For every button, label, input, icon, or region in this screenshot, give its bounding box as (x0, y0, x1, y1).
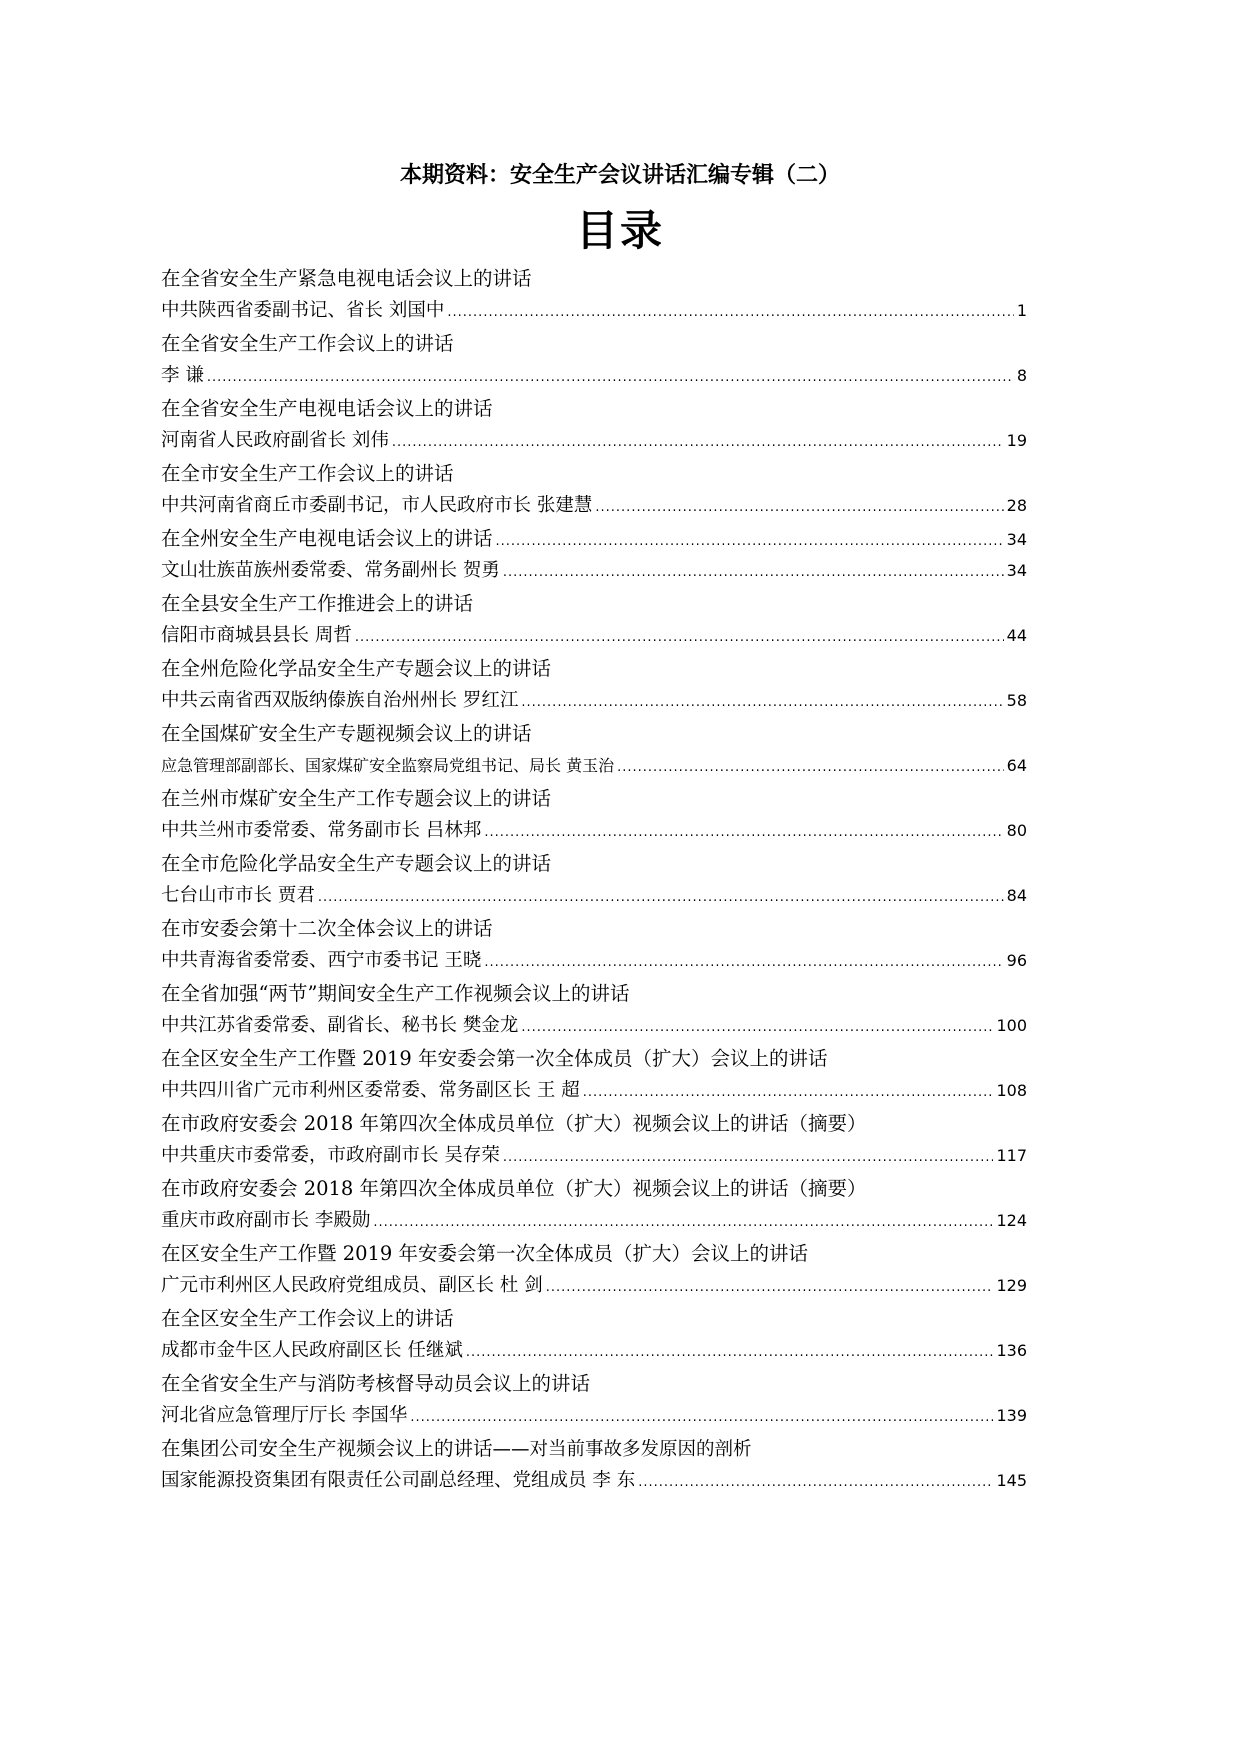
dot-leader (466, 1337, 994, 1367)
toc-entry-speaker-line (161, 360, 1027, 392)
toc-entry[interactable] (161, 1042, 1027, 1107)
toc-entry-page-number: 84 (1006, 886, 1027, 905)
toc-entry-title-line (161, 782, 1027, 815)
toc-entry-title-line (161, 1237, 1027, 1270)
dot-leader (318, 882, 1004, 912)
toc-entry-page-number: 100 (996, 1016, 1027, 1035)
toc-entry-speaker-line (161, 945, 1027, 977)
toc-entry-title: 在全省加强“两节”期间安全生产工作视频会议上的讲话 (161, 982, 630, 1005)
toc-entry[interactable] (161, 327, 1027, 392)
toc-entry-title: 在市政府安委会 2018 年第四次全体成员单位（扩大）视频会议上的讲话（摘要） (161, 1177, 867, 1200)
toc-entry-speaker-line (161, 1010, 1027, 1042)
toc-entry[interactable] (161, 1432, 1027, 1497)
dot-leader (392, 427, 1004, 457)
toc-entry-page-number: 139 (996, 1406, 1027, 1425)
dot-leader (410, 1402, 993, 1432)
toc-entry-page-number: 117 (996, 1146, 1027, 1165)
toc-entry-title-line (161, 717, 1027, 750)
toc-entry-speaker: 李 谦 (161, 365, 204, 386)
toc-entry-speaker: 中共陕西省委副书记、省长 刘国中 (161, 300, 445, 321)
toc-entry-title: 在兰州市煤矿安全生产工作专题会议上的讲话 (161, 787, 552, 810)
dot-leader (546, 1272, 994, 1302)
toc-entry-title: 在全区安全生产工作暨 2019 年安委会第一次全体成员（扩大）会议上的讲话 (161, 1047, 828, 1070)
toc-entry-speaker: 中共河南省商丘市委副书记，市人民政府市长 张建慧 (161, 495, 593, 516)
table-of-contents (161, 262, 1027, 1497)
toc-entry-title-line (161, 1107, 1027, 1140)
document-subtitle: 本期资料：安全生产会议讲话汇编专辑（二） (399, 163, 840, 188)
toc-entry-title: 在全省安全生产与消防考核督导动员会议上的讲话 (161, 1372, 591, 1395)
toc-entry-title-line (161, 392, 1027, 425)
toc-entry-title-line (161, 522, 1027, 555)
toc-entry-speaker-line (161, 295, 1027, 327)
toc-entry-title: 在全市安全生产工作会议上的讲话 (161, 462, 454, 485)
toc-entry-speaker: 河南省人民政府副省长 刘伟 (161, 430, 389, 451)
toc-entry-page-number: 34 (1006, 561, 1027, 580)
toc-entry-speaker: 中共四川省广元市利州区委常委、常务副区长 王 超 (161, 1080, 580, 1101)
toc-entry-title-tail: ——对当前事故多发原因的剖析 (492, 1439, 752, 1460)
toc-heading: 目录 (575, 206, 664, 255)
toc-entry-speaker-line (161, 880, 1027, 912)
toc-entry-title-line (161, 912, 1027, 945)
toc-entry-title: 在全国煤矿安全生产专题视频会议上的讲话 (161, 722, 532, 745)
toc-entry-speaker-line (161, 555, 1027, 587)
toc-entry-title-line (161, 1042, 1027, 1075)
toc-entry-speaker: 应急管理部副部长、国家煤矿安全监察局党组书记、局长 黄玉治 (161, 756, 615, 775)
dot-leader (503, 1142, 994, 1172)
toc-entry-page-number: 80 (1006, 821, 1027, 840)
toc-entry[interactable] (161, 1367, 1027, 1432)
toc-entry[interactable] (161, 1237, 1027, 1302)
toc-entry-speaker-line (161, 1270, 1027, 1302)
toc-entry-speaker-line (161, 1465, 1027, 1497)
toc-entry-title-line (161, 652, 1027, 685)
toc-entry-speaker-line (161, 1400, 1027, 1432)
toc-entry-title: 在全州安全生产电视电话会议上的讲话 (161, 527, 493, 550)
toc-entry-speaker: 七台山市市长 贾君 (161, 885, 315, 906)
toc-entry-page-number: 28 (1006, 496, 1027, 515)
toc-entry-title-line (161, 1302, 1027, 1335)
toc-entry[interactable] (161, 847, 1027, 912)
toc-entry[interactable] (161, 522, 1027, 587)
toc-entry[interactable] (161, 782, 1027, 847)
toc-entry[interactable] (161, 392, 1027, 457)
toc-entry-speaker-line (161, 490, 1027, 522)
toc-entry-speaker: 中共青海省委常委、西宁市委书记 王晓 (161, 950, 482, 971)
toc-entry-speaker: 广元市利州区人民政府党组成员、副区长 杜 剑 (161, 1275, 543, 1296)
toc-entry-page-number: 96 (1006, 951, 1027, 970)
dot-leader (617, 752, 1004, 782)
toc-entry-title-line (161, 977, 1027, 1010)
toc-entry-title-line (161, 847, 1027, 880)
toc-entry-speaker-line (161, 425, 1027, 457)
toc-entry[interactable] (161, 912, 1027, 977)
toc-entry-page-number: 145 (996, 1471, 1027, 1490)
dot-leader (447, 297, 1013, 327)
toc-entry-title-line (161, 1432, 1027, 1465)
dot-leader (355, 622, 1004, 652)
toc-entry-speaker: 河北省应急管理厅厅长 李国华 (161, 1405, 408, 1426)
toc-entry-page-number: 108 (996, 1081, 1027, 1100)
dot-leader (484, 947, 1003, 977)
dot-leader (521, 687, 1003, 717)
toc-entry-title-line (161, 327, 1027, 360)
toc-entry-speaker: 文山壮族苗族州委常委、常务副州长 贺勇 (161, 560, 500, 581)
toc-entry-speaker: 中共云南省西双版纳傣族自治州州长 罗红江 (161, 690, 519, 711)
toc-entry-title: 在全市危险化学品安全生产专题会议上的讲话 (161, 852, 552, 875)
toc-entry-page-number: 58 (1006, 691, 1027, 710)
toc-entry[interactable] (161, 717, 1027, 782)
toc-entry-title: 在区安全生产工作暨 2019 年安委会第一次全体成员（扩大）会议上的讲话 (161, 1242, 809, 1265)
toc-entry-page-number: 8 (1016, 366, 1027, 385)
toc-entry-speaker: 中共兰州市委常委、常务副市长 吕林邦 (161, 820, 482, 841)
toc-entry-page-number: 64 (1006, 756, 1027, 775)
toc-entry-title: 在全省安全生产工作会议上的讲话 (161, 332, 454, 355)
toc-entry-page-number: 1 (1016, 301, 1027, 320)
toc-entry-speaker: 信阳市商城县县长 周哲 (161, 625, 352, 646)
toc-entry-speaker: 中共重庆市委常委，市政府副市长 吴存荣 (161, 1145, 500, 1166)
dot-leader (595, 492, 1003, 522)
toc-entry[interactable] (161, 977, 1027, 1042)
dot-leader (484, 817, 1003, 847)
toc-entry-title: 在市政府安委会 2018 年第四次全体成员单位（扩大）视频会议上的讲话（摘要） (161, 1112, 867, 1135)
toc-entry-title-line (161, 457, 1027, 490)
toc-entry-speaker-line (161, 1205, 1027, 1237)
toc-entry[interactable] (161, 457, 1027, 522)
toc-entry-title: 在全省安全生产电视电话会议上的讲话 (161, 397, 493, 420)
toc-entry-speaker: 成都市金牛区人民政府副区长 任继斌 (161, 1340, 463, 1361)
dot-leader (521, 1012, 993, 1042)
dot-leader (496, 525, 1004, 555)
toc-entry-speaker-line (161, 1140, 1027, 1172)
toc-entry-speaker-line (161, 620, 1027, 652)
toc-entry-title: 在全县安全生产工作推进会上的讲话 (161, 592, 474, 615)
toc-entry-title: 在市安委会第十二次全体会议上的讲话 (161, 917, 493, 940)
toc-entry-speaker-line (161, 1335, 1027, 1367)
toc-entry-page-number: 124 (996, 1211, 1027, 1230)
toc-entry[interactable] (161, 652, 1027, 717)
toc-entry-title: 在全州危险化学品安全生产专题会议上的讲话 (161, 657, 552, 680)
dot-leader (638, 1467, 993, 1497)
toc-entry-speaker-line (161, 815, 1027, 847)
toc-entry-title-line (161, 1172, 1027, 1205)
toc-entry[interactable] (161, 1302, 1027, 1367)
toc-entry[interactable] (161, 587, 1027, 652)
toc-entry-title: 在全区安全生产工作会议上的讲话 (161, 1307, 454, 1330)
dot-leader (583, 1077, 994, 1107)
dot-leader (503, 557, 1004, 587)
toc-entry-speaker-line (161, 750, 1027, 782)
toc-entry-speaker-line (161, 685, 1027, 717)
toc-entry[interactable] (161, 1107, 1027, 1172)
toc-entry-speaker: 重庆市政府副市长 李殿勋 (161, 1210, 371, 1231)
toc-entry-page-number: 44 (1006, 626, 1027, 645)
toc-entry[interactable] (161, 262, 1027, 327)
toc-entry-speaker: 国家能源投资集团有限责任公司副总经理、党组成员 李 东 (161, 1470, 636, 1491)
toc-entry-page-number: 129 (996, 1276, 1027, 1295)
dot-leader (373, 1207, 993, 1237)
toc-entry-title-line (161, 1367, 1027, 1400)
toc-entry-title-line (161, 587, 1027, 620)
dot-leader (207, 362, 1014, 392)
toc-entry-speaker-line (161, 1075, 1027, 1107)
toc-entry-page-number: 136 (996, 1341, 1027, 1360)
toc-entry-title: 在全省安全生产紧急电视电话会议上的讲话 (161, 267, 532, 290)
toc-entry-page-number: 19 (1006, 431, 1027, 450)
toc-entry[interactable] (161, 1172, 1027, 1237)
toc-entry-speaker: 中共江苏省委常委、副省长、秘书长 樊金龙 (161, 1015, 519, 1036)
toc-entry-title-page-number: 34 (1006, 530, 1027, 549)
toc-entry-title-line (161, 262, 1027, 295)
toc-entry-title: 在集团公司安全生产视频会议上的讲话 (161, 1437, 493, 1460)
